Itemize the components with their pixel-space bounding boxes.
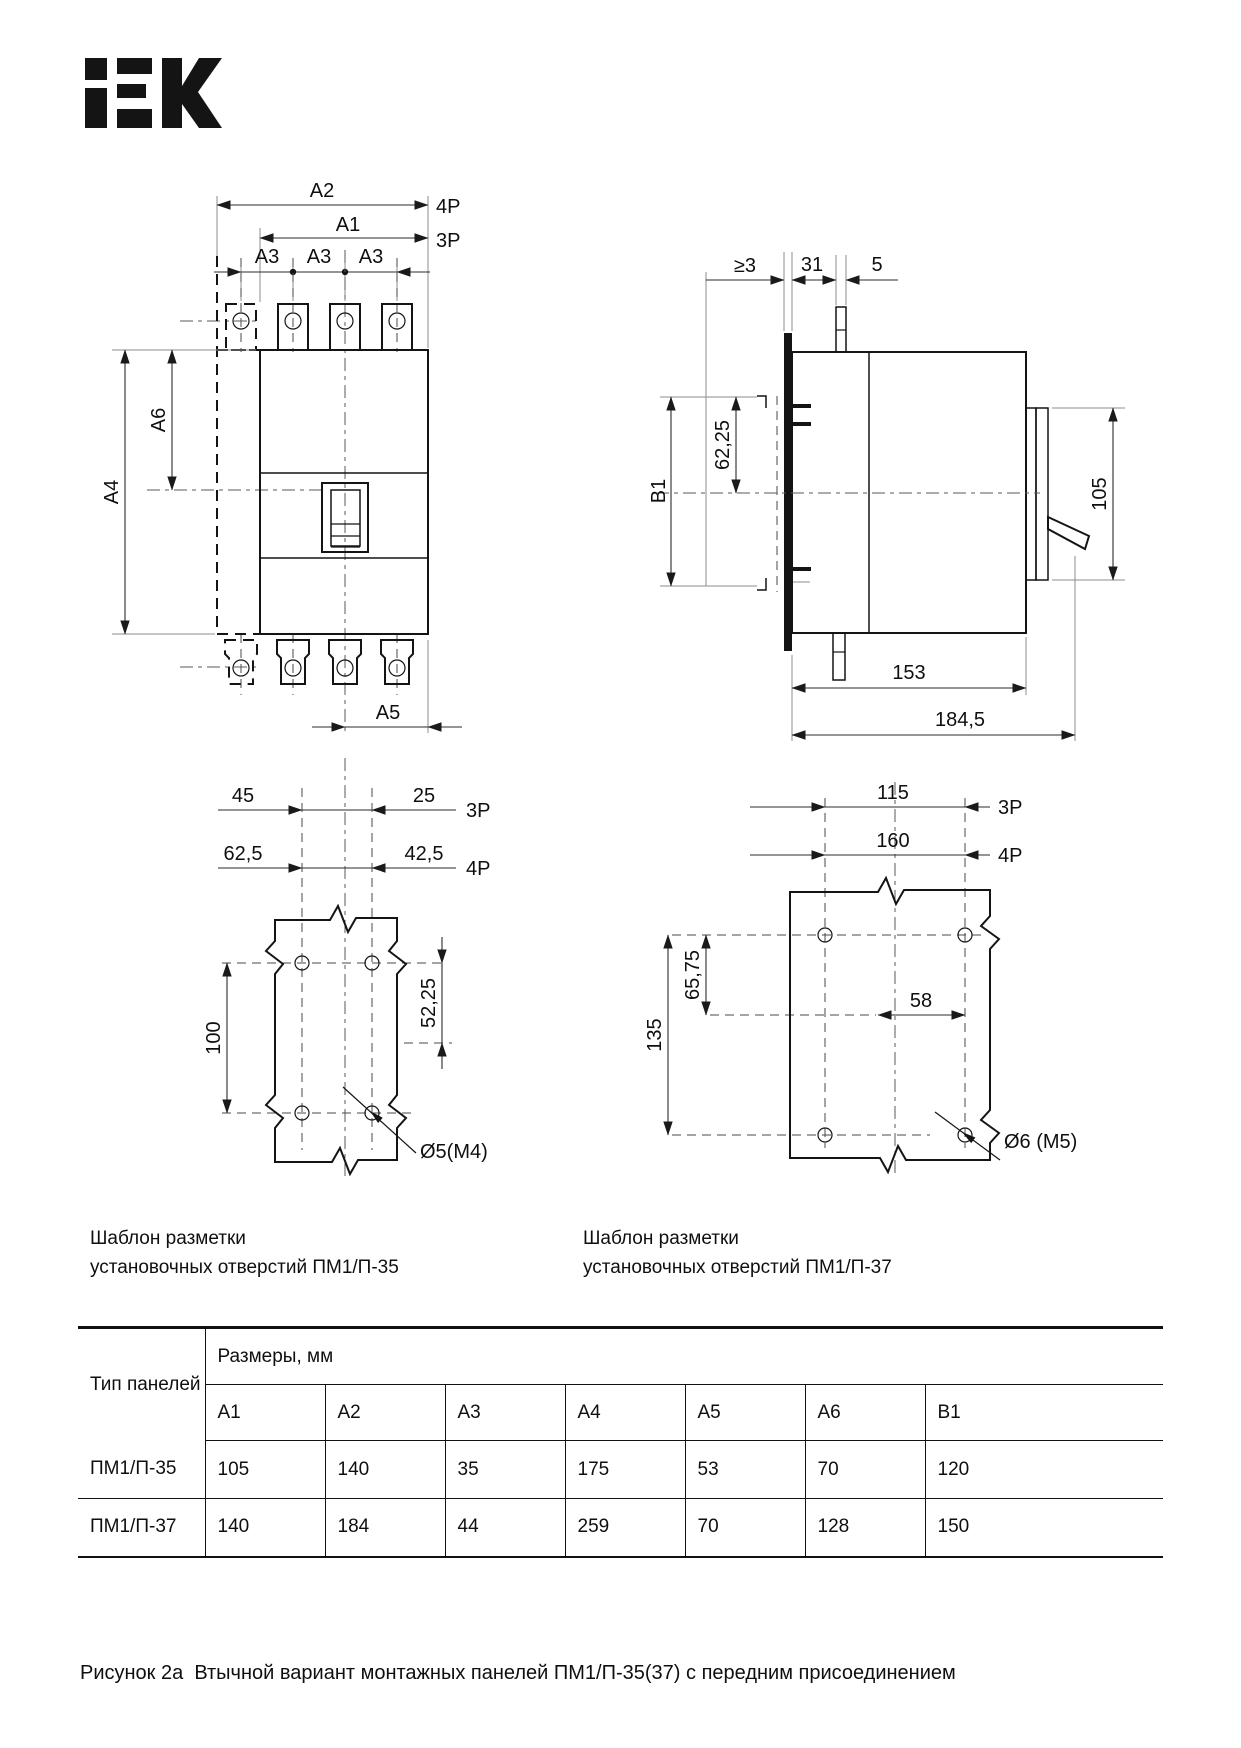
dim-label-panel-min: ≥3 [733,255,757,277]
dim-label-b1: B1 [648,478,670,504]
cell-a3: 35 [445,1441,565,1499]
dim-label-a2: A2 [309,180,335,202]
table-col-a1: A1 [205,1385,325,1441]
dim-label-25: 25 [412,785,436,807]
dimensions-table [78,1326,1163,1558]
template-35-caption-line2: установочных отверстий ПМ1/П-35 [90,1257,399,1278]
dim-label-31: 31 [800,254,824,276]
dim-label-3p: 3P [436,230,461,252]
cell-b1: 120 [925,1441,1163,1499]
table-row-pm1-p37 [78,1499,1163,1557]
figure-caption: Рисунок 2а Втычной вариант монтажных панелей ПМ1/П-35(37) с передним присоединением [80,1662,956,1684]
breaker-body-front [260,350,428,634]
dim-label-a6: A6 [148,407,170,433]
table-row-pm1-p35 [78,1441,1163,1499]
dim-label-184-5: 184,5 [934,709,986,731]
dim-label-160: 160 [876,830,910,852]
template-pm1-p37 [644,782,1077,1178]
tpl37-label-3p: 3P [998,797,1023,819]
table-col-a6: A6 [805,1385,925,1441]
template-37-caption-line1: Шаблон разметки [583,1228,739,1249]
dim-label-105: 105 [1089,477,1111,511]
dim-label-a3-2: A3 [306,246,332,268]
dim-label-a3-3: A3 [358,246,384,268]
dim-label-52-25: 52,25 [418,977,440,1029]
dim-label-65-75: 65,75 [682,949,704,1001]
side-view [648,252,1125,741]
dim-label-58: 58 [909,990,933,1012]
tpl37-label-4p: 4P [998,845,1023,867]
dim-label-a3-1: A3 [254,246,280,268]
dim-label-62-25: 62,25 [712,419,734,471]
cell-a4: 175 [565,1441,685,1499]
toggle-handle [1048,517,1089,549]
table-col-a5: A5 [685,1385,805,1441]
template-35-caption-line1: Шаблон разметки [90,1228,246,1249]
row-name: ПМ1/П-37 [78,1499,205,1557]
body-extension-4p [217,256,260,634]
front-plate-inner [1026,408,1036,580]
hole-callout-m4: Ø5(M4) [420,1141,488,1163]
template-plate-35 [266,906,406,1174]
cell-a6: 70 [805,1441,925,1499]
dim-label-5: 5 [871,254,883,276]
template-37-caption-line2: установочных отверстий ПМ1/П-37 [583,1257,892,1278]
dim-label-42-5: 42,5 [404,843,444,865]
dim-label-a4: A4 [101,479,123,505]
template-pm1-p35 [203,758,490,1180]
dim-label-62-5: 62,5 [223,843,263,865]
cell-b1: 150 [925,1499,1163,1557]
cell-a5: 70 [685,1499,805,1557]
dim-label-45: 45 [231,785,255,807]
bottom-terminal-4p [225,640,257,684]
template-37-caption [583,1224,892,1282]
cell-a1: 140 [205,1499,325,1557]
table-col-b1: B1 [925,1385,1163,1441]
tpl35-label-3p: 3P [466,800,491,822]
table-col-a3: A3 [445,1385,565,1441]
table-header-panel-type: Тип панелей [78,1328,205,1441]
dim-label-153: 153 [892,662,926,684]
front-view [101,180,462,735]
cell-a2: 140 [325,1441,445,1499]
dim-label-115: 115 [877,782,909,804]
template-35-caption [90,1224,399,1282]
table-col-a4: A4 [565,1385,685,1441]
cell-a4: 259 [565,1499,685,1557]
dim-label-a1: A1 [335,214,361,236]
hole-callout-m5: Ø6 (M5) [1004,1131,1078,1153]
bottom-blade-terminal [833,633,845,680]
tpl35-label-4p: 4P [466,858,491,880]
front-plate-outer [1036,408,1048,580]
cell-a3: 44 [445,1499,565,1557]
dim-label-a5: A5 [375,702,401,724]
cell-a1: 105 [205,1441,325,1499]
cell-a5: 53 [685,1441,805,1499]
table-header-sizes: Размеры, мм [205,1328,1163,1385]
cell-a6: 128 [805,1499,925,1557]
row-name: ПМ1/П-35 [78,1441,205,1499]
dim-label-135: 135 [644,1018,666,1052]
cell-a2: 184 [325,1499,445,1557]
dim-label-100: 100 [203,1021,225,1055]
mounting-panel [784,333,792,651]
table-col-a2: A2 [325,1385,445,1441]
dim-label-4p: 4P [436,196,461,218]
